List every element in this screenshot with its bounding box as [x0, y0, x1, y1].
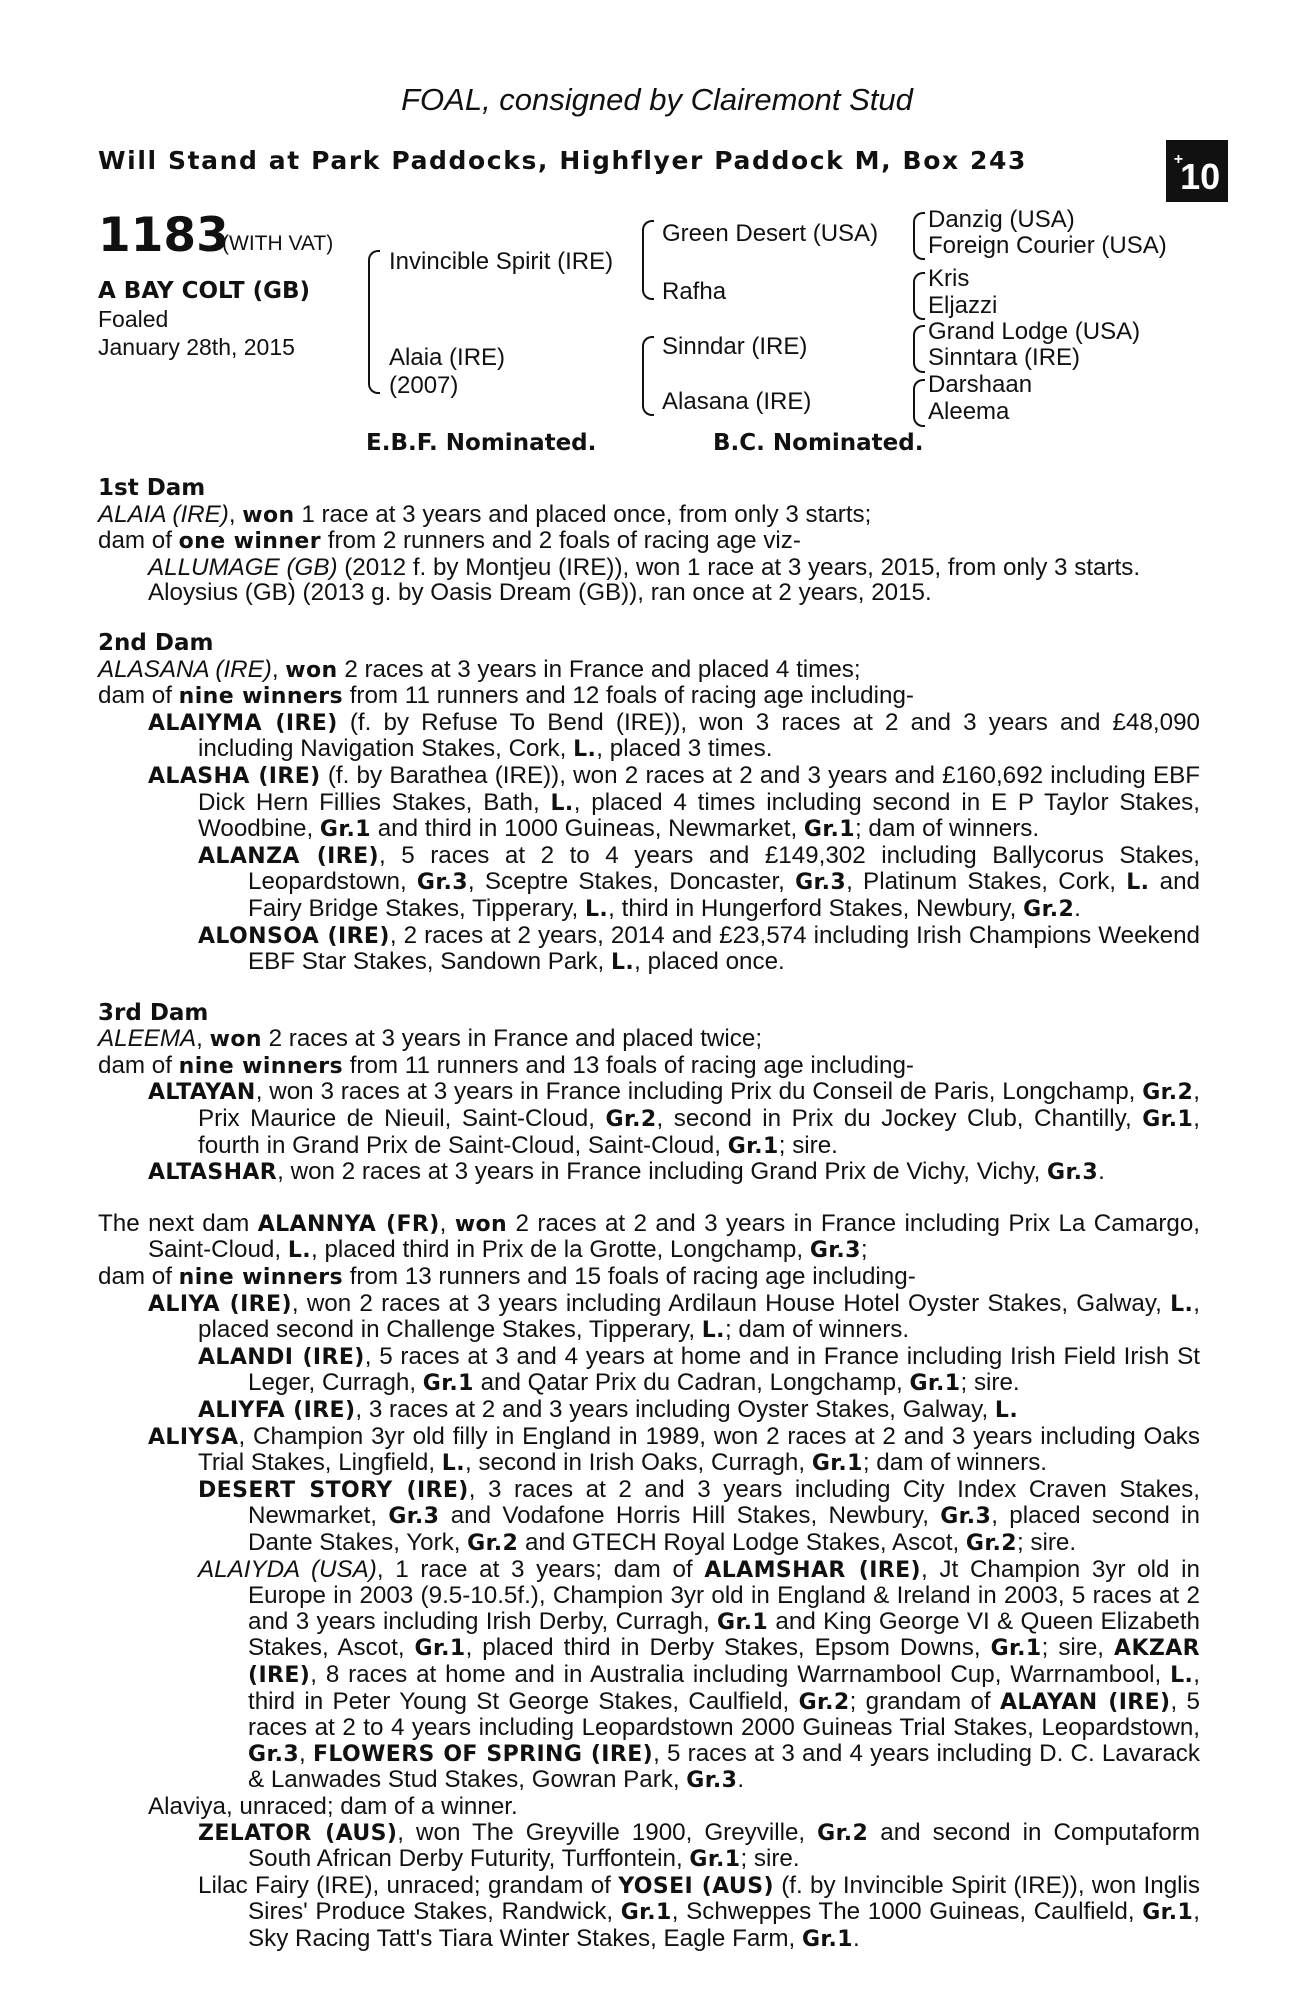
list-item: ALIYA (IRE), won 2 races at 3 years including Ardilaun House Hotel Oyster Stakes, Galway, L., placed second in Challenge Stakes, Tipperary, L.; dam of winners.: [148, 1289, 1200, 1344]
ped-dds: Darshaan: [928, 371, 1033, 398]
ped-dam-dam: Alasana (IRE): [662, 388, 812, 415]
list-item: ALANZA (IRE), 5 races at 2 to 4 years and £149,302 including Ballycorus Stakes, Leopardstown, Gr.3, Sceptre Stakes, Doncaster, Gr.3, Platinum Stakes, Cork, L. and Fairy Bridge Stakes, Tipperary, L., third in Hungerford Stakes, Newbury, Gr.2.: [198, 841, 1200, 922]
list-item: ALTAYAN, won 3 races at 3 years in France including Prix du Conseil de Paris, Longchamp, Gr.2, Prix Maurice de Nieuil, Saint-Cloud, Gr.2, second in Prix du Jockey Club, Chantilly, Gr.1, fourth in Grand Prix de Saint-Cloud, Saint-Cloud, Gr.1; sire.: [148, 1078, 1200, 1159]
badge-number: 10: [1180, 156, 1221, 197]
ped-sds: Kris: [928, 265, 970, 292]
list-item: ALAIYMA (IRE) (f. by Refuse To Bend (IRE)), won 3 races at 2 and 3 years and £48,090 including Navigation Stakes, Cork, L., placed 3 times.: [148, 708, 1200, 763]
page-title: FOAL, consigned by Clairemont Stud: [401, 82, 913, 117]
brace-ss: [913, 212, 925, 260]
brace-ds: [913, 325, 925, 373]
first-dam-line: ALAIA (IRE), won 1 race at 3 years and placed once, from only 3 starts;: [98, 500, 872, 528]
ped-sss: Danzig (USA): [928, 206, 1075, 233]
bc-nominated: B.C. Nominated.: [713, 430, 924, 456]
stand-location: Will Stand at Park Paddocks, Highflyer Paddock M, Box 243: [98, 146, 1028, 175]
list-item: ALONSOA (IRE), 2 races at 2 years, 2014 and £23,574 including Irish Champions Weekend EBF Star Stakes, Sandown Park, L., placed once.: [198, 921, 1200, 976]
brace-dam: [642, 336, 654, 416]
ebf-nominated: E.B.F. Nominated.: [366, 430, 597, 456]
brace-sire: [642, 220, 654, 300]
next-dam-produce: dam of nine winners from 13 runners and 15 foals of racing age including-: [98, 1263, 916, 1291]
brace-gen1: [368, 250, 380, 394]
brace-dd: [913, 379, 925, 427]
brace-sd: [913, 272, 925, 320]
list-item: ALANDI (IRE), 5 races at 3 and 4 years at home and in France including Irish Field Irish St Leger, Curragh, Gr.1 and Qatar Prix du Cadran, Longchamp, Gr.1; sire.: [198, 1342, 1201, 1397]
ped-dam-sire: Sinndar (IRE): [662, 333, 808, 360]
ped-sire-sire: Green Desert (USA): [662, 220, 879, 247]
list-item: DESERT STORY (IRE), 3 races at 2 and 3 years including City Index Craven Stakes, Newmarket, Gr.3 and Vodafone Horris Hill Stakes, Newbury, Gr.3, placed second in Dante Stakes, York, Gr.2 and GTECH Royal Lodge Stakes, Ascot, Gr.2; sire.: [198, 1475, 1200, 1556]
ped-dss: Grand Lodge (USA): [928, 318, 1141, 345]
lot-description: A BAY COLT (GB): [98, 278, 311, 304]
ped-sire-dam: Rafha: [662, 278, 727, 305]
ped-dam-year: (2007): [389, 372, 459, 399]
ped-ssd: Foreign Courier (USA): [928, 232, 1167, 259]
ped-dam: Alaia (IRE): [389, 344, 506, 371]
foaled-date: January 28th, 2015: [98, 334, 295, 360]
foaled-info: [98, 305, 295, 361]
list-item: ALTASHAR, won 2 races at 3 years in France including Grand Prix de Vichy, Vichy, Gr.3.: [148, 1158, 1105, 1186]
list-item: ALLUMAGE (GB) (2012 f. by Montjeu (IRE)), won 1 race at 3 years, 2015, from only 3 starts.: [148, 553, 1141, 581]
list-item: ZELATOR (AUS), won The Greyville 1900, Greyville, Gr.2 and second in Computaform South African Derby Futurity, Turffontein, Gr.1; sire.: [198, 1818, 1200, 1873]
third-dam-produce: dam of nine winners from 11 runners and 13 foals of racing age including-: [98, 1051, 914, 1079]
second-dam-produce: dam of nine winners from 11 runners and 12 foals of racing age including-: [98, 682, 914, 710]
first-dam-heading: 1st Dam: [98, 475, 206, 501]
list-item: ALAIYDA (USA), 1 race at 3 years; dam of ALAMSHAR (IRE), Jt Champion 3yr old in Europe in 2003 (9.5-10.5f.), Champion 3yr old in England & Ireland in 2003, 5 races at 2 and 3 years including Irish Derby, Curragh, Gr.1 and King George VI & Queen Elizabeth Stakes, Ascot, Gr.1, placed third in Derby Stakes, Epsom Downs, Gr.1; sire, AKZAR (IRE), 8 races at home and in Australia including Warrnambool Cup, Warrnambool, L., third in Peter Young St George Stakes, Caulfield, Gr.2; grandam of ALAYAN (IRE), 5 races at 2 to 4 years including Leopardstown 2000 Guineas Trial Stakes, Leopardstown, Gr.3, FLOWERS OF SPRING (IRE), 5 races at 3 and 4 years including D. C. Lavarack & Lanwades Stud Stakes, Gowran Park, Gr.3.: [198, 1555, 1201, 1794]
second-dam-line: ALASANA (IRE), won 2 races at 3 years in France and placed 4 times;: [98, 655, 861, 683]
second-dam-heading: 2nd Dam: [98, 629, 214, 656]
list-item: ALIYSA, Champion 3yr old filly in England in 1989, won 2 races at 2 and 3 years including Oaks Trial Stakes, Lingfield, L., second in Irish Oaks, Curragh, Gr.1; dam of winners.: [148, 1422, 1200, 1477]
list-item: ALIYFA (IRE), 3 races at 2 and 3 years including Oyster Stakes, Galway, L.: [198, 1396, 1019, 1423]
list-item: ALASHA (IRE) (f. by Barathea (IRE)), won 2 races at 2 and 3 years and £160,692 including EBF Dick Hern Fillies Stakes, Bath, L., placed 4 times including second in E P Taylor Stakes, Woodbine, Gr.1 and third in 1000 Guineas, Newmarket, Gr.1; dam of winners.: [148, 761, 1201, 843]
third-dam-line: ALEEMA, won 2 races at 3 years in France and placed twice;: [98, 1025, 763, 1053]
third-dam-heading: 3rd Dam: [98, 999, 209, 1026]
catalogue-body: [98, 476, 1200, 1952]
lot-badge: [1166, 140, 1228, 202]
list-item: Alaviya, unraced; dam of a winner.: [148, 1792, 518, 1820]
ped-ddd: Aleema: [928, 398, 1010, 425]
next-dam-line: The next dam ALANNYA (FR), won 2 races at 2 and 3 years in France including Prix La Camargo, Saint-Cloud, L., placed third in Prix de la Grotte, Longchamp, Gr.3;: [98, 1209, 1200, 1264]
first-dam-produce: dam of one winner from 2 runners and 2 foals of racing age viz-: [98, 527, 801, 555]
ped-dsd: Sinntara (IRE): [928, 344, 1081, 371]
badge-plus: +: [1173, 151, 1184, 168]
vat-label: (WITH VAT): [222, 232, 334, 255]
list-item: Lilac Fairy (IRE), unraced; grandam of YOSEI (AUS) (f. by Invincible Spirit (IRE)), won Inglis Sires' Produce Stakes, Randwick, Gr.1, Schweppes The 1000 Guineas, Caulfield, Gr.1, Sky Racing Tatt's Tiara Winter Stakes, Eagle Farm, Gr.1.: [198, 1871, 1200, 1952]
list-item: Aloysius (GB) (2013 g. by Oasis Dream (GB)), ran once at 2 years, 2015.: [148, 579, 932, 607]
ped-sire: Invincible Spirit (IRE): [389, 248, 614, 275]
lot-number: 1183: [98, 208, 229, 263]
ped-sdd: Eljazzi: [928, 292, 998, 319]
foaled-label: Foaled: [98, 306, 169, 332]
